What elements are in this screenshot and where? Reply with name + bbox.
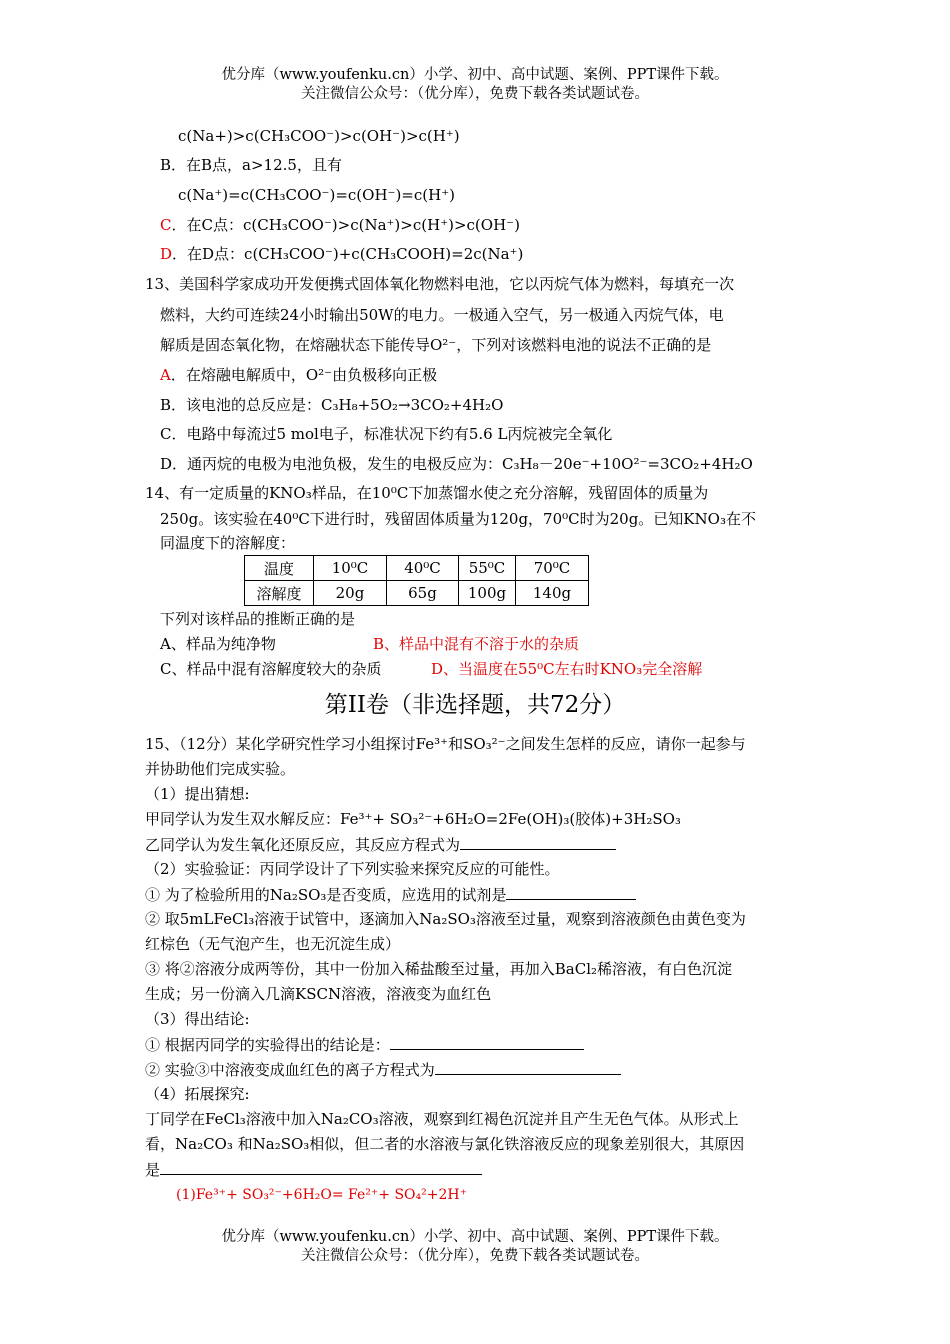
q15-answer: (1)Fe³⁺+ SO₃²⁻+6H₂O= Fe²⁺+ SO₄²+2H⁺	[176, 1187, 467, 1203]
table-cell: 55⁰C	[459, 556, 516, 581]
q12-option-b-eq: c(Na⁺)=c(CH₃COO⁻)=c(OH⁻)=c(H⁺)	[178, 186, 455, 204]
q15-step-1-text: ① 为了检验所用的Na₂SO₃是否变质，应选用的试剂是	[145, 886, 507, 904]
answer-blank[interactable]	[390, 1033, 584, 1050]
table-row	[245, 556, 589, 581]
q14-option-b: B、样品中混有不溶于水的杂质	[373, 635, 580, 653]
table-cell: 20g	[314, 581, 387, 606]
q15-conclusion-2-text: ② 实验③中溶液变成血红色的离子方程式为	[145, 1061, 435, 1079]
q15-conclusion-1-text: ① 根据丙同学的实验得出的结论是：	[145, 1036, 390, 1054]
q15-stem-line-1: 15、（12分）某化学研究性学习小组探讨Fe³⁺和SO₃²⁻之间发生怎样的反应，请你一起参与	[145, 735, 746, 753]
q13-option-b: B．该电池的总反应是：C₃H₈+5O₂→3CO₂+4H₂O	[160, 396, 504, 414]
q14-option-a: A、样品为纯净物	[160, 635, 276, 653]
answer-blank[interactable]	[435, 1058, 621, 1075]
q15-conclusion-2	[145, 1058, 621, 1081]
table-cell: 70⁰C	[516, 556, 589, 581]
answer-blank[interactable]	[460, 833, 616, 850]
q15-conclusion-1	[145, 1033, 584, 1056]
q12-option-b: B．在B点，a>12.5，且有	[160, 156, 342, 174]
q12-option-c-text: ．在C点：c(CH₃COO⁻)>c(Na⁺)>c(H⁺)>c(OH⁻)	[171, 216, 520, 234]
header-line-1: 优分库（www.youfenku.cn）小学、初中、高中试题、案例、PPT课件下载。	[221, 67, 729, 83]
q15-part-4-title: （4）拓展探究:	[145, 1085, 250, 1103]
q13-option-a-text: ．在熔融电解质中，O²⁻由负极移向正极	[170, 366, 438, 384]
q14-stem-line-1: 14、有一定质量的KNO₃样品，在10⁰C下加蒸馏水使之充分溶解，残留固体的质量为	[145, 484, 709, 502]
q14-stem-line-3: 同温度下的溶解度：	[160, 534, 296, 552]
q15-stem-line-2: 并协助他们完成实验。	[145, 760, 296, 778]
footer-line-2: 关注微信公众号：（优分库），免费下载各类试题试卷。	[301, 1248, 649, 1264]
q15-step-3-line-1: ③ 将②溶液分成两等份，其中一份加入稀盐酸至过量，再加入BaCl₂稀溶液，有白色沉淀	[145, 960, 733, 978]
table-cell: 100g	[459, 581, 516, 606]
q15-part-1-title: （1）提出猜想:	[145, 785, 250, 803]
page-footer	[0, 1228, 950, 1266]
header-line-2: 关注微信公众号：（优分库），免费下载各类试题试卷。	[301, 86, 649, 102]
q15-step-2-line-1: ② 取5mLFeCl₃溶液于试管中，逐滴加入Na₂SO₃溶液至过量，观察到溶液颜色由黄色变为	[145, 910, 746, 928]
answer-blank[interactable]	[506, 883, 636, 900]
answer-blank[interactable]	[160, 1158, 482, 1175]
q14-stem-line-2: 250g。该实验在40⁰C下进行时，残留固体质量为120g，70⁰C时为20g。已知KNO₃在不	[160, 510, 756, 528]
q13-option-a-letter: A	[160, 366, 171, 384]
q13-stem-line-2: 燃料，大约可连续24小时输出50W的电力。一极通入空气，另一极通入丙烷气体，电	[160, 306, 724, 324]
q15-yi-text: 乙同学认为发生氧化还原反应，其反应方程式为	[145, 836, 461, 854]
q12-option-c	[160, 214, 520, 236]
q15-part-2-title: （2）实验验证：丙同学设计了下列实验来探究反应的可能性。	[145, 860, 560, 878]
table-cell: 10⁰C	[314, 556, 387, 581]
q12-option-c-letter: C	[160, 216, 172, 234]
q14-option-c: C、样品中混有溶解度较大的杂质	[160, 660, 382, 678]
table-row	[245, 581, 589, 606]
q15-extension-line-3-text: 是	[145, 1161, 161, 1179]
table-cell: 65g	[387, 581, 459, 606]
q13-option-d: D．通丙烷的电极为电池负极，发生的电极反应为：C₃H₈－20e⁻+10O²⁻=3CO₂+4H₂O	[160, 455, 753, 473]
table-cell: 40⁰C	[387, 556, 459, 581]
table-cell: 温度	[245, 556, 314, 581]
q15-extension-line-1: 丁同学在FeCl₃溶液中加入Na₂CO₃溶液，观察到红褐色沉淀并且产生无色气体。从形式上	[145, 1110, 739, 1128]
q14-sub-stem: 下列对该样品的推断正确的是	[160, 610, 356, 628]
q12-option-d-text: ．在D点：c(CH₃COO⁻)+c(CH₃COOH)=2c(Na⁺)	[172, 245, 524, 263]
q15-step-1	[145, 883, 636, 906]
section-title: 第II卷（非选择题，共72分）	[324, 692, 626, 718]
q13-option-c: C．电路中每流过5 mol电子，标准状况下约有5.6 L丙烷被完全氧化	[160, 425, 613, 443]
q15-extension-line-3	[145, 1158, 482, 1181]
q12-option-d-letter: D	[160, 245, 173, 263]
page-header	[0, 66, 950, 104]
q13-stem-line-1: 13、美国科学家成功开发便携式固体氧化物燃料电池，它以丙烷气体为燃料，每填充一次	[145, 275, 735, 293]
solubility-table	[244, 555, 589, 606]
q15-jia-hypothesis: 甲同学认为发生双水解反应：Fe³⁺+ SO₃²⁻+6H₂O=2Fe(OH)₃(胶体)+3H₂SO₃	[145, 810, 681, 828]
table-cell: 140g	[516, 581, 589, 606]
q15-yi-hypothesis	[145, 833, 616, 856]
q15-step-2-line-2: 红棕色（无气泡产生，也无沉淀生成）	[145, 935, 401, 953]
q15-extension-line-2: 看，Na₂CO₃ 和Na₂SO₃相似，但二者的水溶液与氯化铁溶液反应的现象差别很大，其原因	[145, 1135, 745, 1153]
q15-part-3-title: （3）得出结论:	[145, 1010, 250, 1028]
q14-option-d	[431, 658, 702, 680]
footer-line-1: 优分库（www.youfenku.cn）小学、初中、高中试题、案例、PPT课件下载。	[221, 1229, 729, 1245]
q13-stem-line-3: 解质是固态氧化物，在熔融状态下能传导O²⁻，下列对该燃料电池的说法不正确的是	[160, 336, 712, 354]
q14-option-d-text: D、当温度在55⁰C左右时KNO₃完全溶解	[431, 660, 703, 678]
q13-option-a	[160, 364, 437, 386]
q12-option-d	[160, 243, 523, 265]
table-cell: 溶解度	[245, 581, 314, 606]
q12-option-a-cont: c(Na+)>c(CH₃COO⁻)>c(OH⁻)>c(H⁺)	[178, 127, 460, 145]
q15-step-3-line-2: 生成；另一份滴入几滴KSCN溶液，溶液变为血红色	[145, 985, 492, 1003]
